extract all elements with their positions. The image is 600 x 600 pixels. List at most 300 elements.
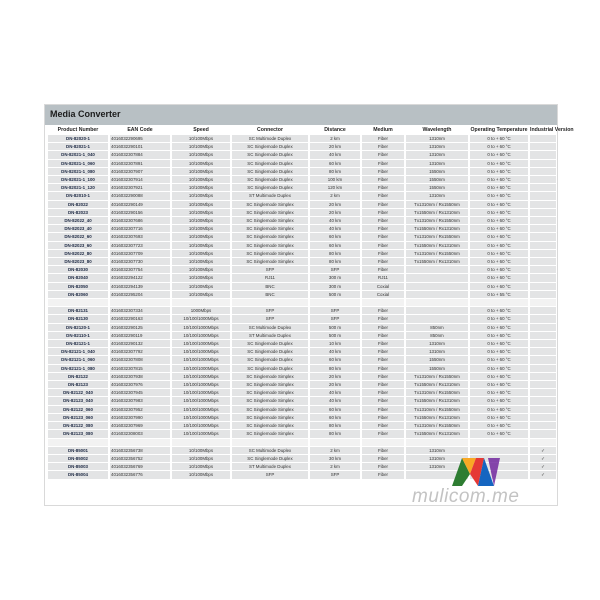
product-number-cell: DN-82130 <box>48 315 108 322</box>
table-cell: SC Singlemode Duplex <box>232 340 308 347</box>
table-cell <box>172 299 230 306</box>
table-cell: Tx1310nm / Rx1550nm <box>406 422 468 429</box>
media-converter-table <box>46 125 574 480</box>
table-cell <box>406 283 468 290</box>
table-cell: 10/100Mbps <box>172 135 230 142</box>
table-cell: 10 km <box>310 340 360 347</box>
table-cell: 60 km <box>310 160 360 167</box>
table-cell: 60 km <box>310 242 360 249</box>
table-cell: 0 to + 60 °C <box>470 332 528 339</box>
ean-cell: 4016032307907 <box>110 168 170 175</box>
table-cell: Tx1310nm / Rx1550nm <box>406 406 468 413</box>
table-cell <box>530 160 556 167</box>
table-cell: Fiber <box>362 151 404 158</box>
table-cell: 10/100Mbps <box>172 447 230 454</box>
ean-cell: 4016032307969 <box>110 422 170 429</box>
table-cell: 0 to + 60 °C <box>470 324 528 331</box>
table-cell <box>530 291 556 298</box>
table-cell <box>530 439 556 446</box>
table-cell <box>530 176 556 183</box>
table-cell <box>406 291 468 298</box>
table-cell <box>406 266 468 273</box>
table-cell: 20 km <box>310 209 360 216</box>
ean-cell: 4016032307976 <box>110 381 170 388</box>
product-number-cell: DN-85003 <box>48 463 108 470</box>
table-cell <box>530 250 556 257</box>
table-cell: Fiber <box>362 184 404 191</box>
table-cell: Fiber <box>362 471 404 478</box>
table-cell: 10/100/1000Mbps <box>172 422 230 429</box>
table-cell: 0 to + 60 °C <box>470 340 528 347</box>
product-number-cell: DN-82110-1 <box>48 332 108 339</box>
table-cell: 100 km <box>310 176 360 183</box>
table-cell: Fiber <box>362 397 404 404</box>
table-cell: 10/100Mbps <box>172 266 230 273</box>
table-row <box>48 291 556 298</box>
table-cell: 0 to + 60 °C <box>470 135 528 142</box>
table-cell: ✓ <box>530 447 556 454</box>
table-cell: 40 km <box>310 217 360 224</box>
ean-cell: 4016032356776 <box>110 471 170 478</box>
table-cell: SC Singlemode Duplex <box>232 176 308 183</box>
ean-cell <box>110 439 170 446</box>
table-cell: SC Singlemode Duplex <box>232 143 308 150</box>
product-number-cell: DN-82023_40 <box>48 225 108 232</box>
table-cell: 60 km <box>310 406 360 413</box>
table-cell: BNC <box>232 291 308 298</box>
table-row <box>48 209 556 216</box>
product-number-cell: DN-82021-1_040 <box>48 151 108 158</box>
table-cell: 10/100Mbps <box>172 192 230 199</box>
table-cell: Fiber <box>362 356 404 363</box>
product-number-cell: DN-82040 <box>48 274 108 281</box>
table-cell: 0 to + 60 °C <box>470 315 528 322</box>
table-cell: Fiber <box>362 266 404 273</box>
table-cell <box>530 381 556 388</box>
table-cell: 0 to + 60 °C <box>470 201 528 208</box>
table-row <box>48 160 556 167</box>
table-cell: 0 to + 60 °C <box>470 406 528 413</box>
ean-cell: 4016032307716 <box>110 225 170 232</box>
table-row <box>48 192 556 199</box>
ean-cell <box>110 299 170 306</box>
table-cell: 1550nm <box>406 176 468 183</box>
table-cell: 500 m <box>310 291 360 298</box>
product-number-cell: DN-85002 <box>48 455 108 462</box>
table-cell <box>530 307 556 314</box>
table-cell: 0 to + 60 °C <box>470 192 528 199</box>
table-row <box>48 201 556 208</box>
table-cell: 60 km <box>310 414 360 421</box>
table-cell: Tx1550nm / Rx1310nm <box>406 242 468 249</box>
ean-cell: 4016032290695 <box>110 135 170 142</box>
table-cell: SC Singlemode Simplex <box>232 209 308 216</box>
table-cell: 20 km <box>310 143 360 150</box>
table-cell <box>406 439 468 446</box>
table-row <box>48 143 556 150</box>
table-cell: ST Multimode Duplex <box>232 192 308 199</box>
table-cell: 300 m <box>310 283 360 290</box>
ean-cell: 4016032307693 <box>110 233 170 240</box>
product-number-cell: DN-82023 <box>48 209 108 216</box>
table-cell: 0 to + 60 °C <box>470 176 528 183</box>
table-cell: Tx1550nm / Rx1310nm <box>406 430 468 437</box>
table-cell: 10/100/1000Mbps <box>172 340 230 347</box>
table-cell: SC Singlemode Simplex <box>232 422 308 429</box>
table-cell: 40 km <box>310 397 360 404</box>
table-cell: 10/100/1000Mbps <box>172 406 230 413</box>
table-cell: SFP <box>232 471 308 478</box>
table-cell: 1310nm <box>406 135 468 142</box>
table-cell: Fiber <box>362 324 404 331</box>
table-cell: 1550nm <box>406 168 468 175</box>
table-cell <box>530 340 556 347</box>
table-cell: Fiber <box>362 209 404 216</box>
table-cell <box>530 348 556 355</box>
product-number-cell: DN-82131 <box>48 307 108 314</box>
table-row <box>48 258 556 265</box>
product-number-cell: DN-82020-1 <box>48 135 108 142</box>
product-number-cell <box>48 299 108 306</box>
table-row <box>48 332 556 339</box>
table-cell <box>232 299 308 306</box>
product-number-cell: DN-82010-1 <box>48 192 108 199</box>
table-cell: Fiber <box>362 192 404 199</box>
table-cell <box>530 233 556 240</box>
ean-cell: 4016032290101 <box>110 143 170 150</box>
table-cell: ✓ <box>530 471 556 478</box>
table-cell: 0 to + 60 °C <box>470 266 528 273</box>
table-cell: Tx1310nm / Rx1550nm <box>406 233 468 240</box>
table-cell: 80 km <box>310 430 360 437</box>
ean-cell: 4016032307921 <box>110 184 170 191</box>
ean-cell: 4016032290163 <box>110 315 170 322</box>
column-header: Product Number <box>57 127 99 133</box>
product-number-cell: DN-82122_040 <box>48 389 108 396</box>
ean-cell: 4016032356769 <box>110 463 170 470</box>
product-number-cell: DN-82021-1 <box>48 143 108 150</box>
table-row <box>48 389 556 396</box>
table-cell: 10/100/1000Mbps <box>172 373 230 380</box>
table-cell <box>530 324 556 331</box>
ean-cell: 4016032307990 <box>110 414 170 421</box>
table-cell: 10/100Mbps <box>172 283 230 290</box>
ean-cell: 4016032290119 <box>110 332 170 339</box>
table-cell: Fiber <box>362 160 404 167</box>
product-number-cell: DN-85004 <box>48 471 108 478</box>
table-cell: 1310nm <box>406 455 468 462</box>
ean-cell: 4016032356752 <box>110 455 170 462</box>
table-row <box>48 274 556 281</box>
table-cell: SFP <box>310 315 360 322</box>
table-cell: Fiber <box>362 381 404 388</box>
table-cell: 0 to + 60 °C <box>470 397 528 404</box>
product-number-cell: DN-85001 <box>48 447 108 454</box>
table-cell: SFP <box>232 266 308 273</box>
table-cell: 0 to + 60 °C <box>470 307 528 314</box>
table-cell: Tx1550nm / Rx1310nm <box>406 258 468 265</box>
table-cell: 0 to + 60 °C <box>470 217 528 224</box>
product-number-cell: DN-82122_060 <box>48 406 108 413</box>
table-cell: 20 km <box>310 381 360 388</box>
table-cell <box>530 184 556 191</box>
table-cell: 0 to + 60 °C <box>470 242 528 249</box>
table-cell: SC Singlemode Duplex <box>232 356 308 363</box>
table-cell <box>310 439 360 446</box>
table-cell: SC Singlemode Simplex <box>232 414 308 421</box>
ean-cell: 4016032307808 <box>110 356 170 363</box>
table-cell: 1310nm <box>406 447 468 454</box>
table-cell: Fiber <box>362 340 404 347</box>
table-cell <box>530 356 556 363</box>
column-header: Industrial Version <box>530 127 574 133</box>
table-row <box>48 217 556 224</box>
product-number-cell: DN-82123_060 <box>48 414 108 421</box>
product-number-cell: DN-82021-1_100 <box>48 176 108 183</box>
ean-cell: 4016032307723 <box>110 242 170 249</box>
table-cell: SFP <box>232 315 308 322</box>
table-row <box>48 283 556 290</box>
table-cell: SC Singlemode Simplex <box>232 233 308 240</box>
product-number-cell: DN-82123_040 <box>48 397 108 404</box>
product-number-cell: DN-82022_80 <box>48 250 108 257</box>
table-cell: SC Multimode Duplex <box>232 324 308 331</box>
table-cell: 0 to + 60 °C <box>470 414 528 421</box>
table-cell: 60 km <box>310 356 360 363</box>
table-cell: 10/100Mbps <box>172 209 230 216</box>
ean-cell: 4016032307730 <box>110 258 170 265</box>
ean-cell: 4016032307945 <box>110 389 170 396</box>
ean-cell: 4016032307938 <box>110 373 170 380</box>
table-cell <box>406 299 468 306</box>
title-bar <box>45 105 557 125</box>
table-cell: SC Singlemode Simplex <box>232 258 308 265</box>
product-number-cell <box>48 439 108 446</box>
table-cell: 10/100/1000Mbps <box>172 348 230 355</box>
table-cell: 10/100Mbps <box>172 217 230 224</box>
ean-cell: 4016032307952 <box>110 406 170 413</box>
table-cell: 300 m <box>310 274 360 281</box>
table-cell: 10/100Mbps <box>172 455 230 462</box>
table-cell: 850nm <box>406 332 468 339</box>
table-cell: Tx1550nm / Rx1310nm <box>406 397 468 404</box>
ean-cell: 4016032356738 <box>110 447 170 454</box>
table-cell: 10/100Mbps <box>172 151 230 158</box>
table-cell: 0 to + 60 °C <box>470 209 528 216</box>
table-cell: 0 to + 60 °C <box>470 381 528 388</box>
table-cell: Fiber <box>362 201 404 208</box>
table-cell: SC Singlemode Simplex <box>232 225 308 232</box>
ean-cell: 4016032307686 <box>110 217 170 224</box>
watermark-text: mulicom.me <box>412 486 520 507</box>
table-cell: 10/100Mbps <box>172 250 230 257</box>
table-cell: 0 to + 60 °C <box>470 225 528 232</box>
product-number-cell: DN-82021-1_080 <box>48 168 108 175</box>
table-cell: SC Singlemode Duplex <box>232 168 308 175</box>
table-row <box>48 414 556 421</box>
table-cell: SC Singlemode Simplex <box>232 430 308 437</box>
table-cell: 20 km <box>310 201 360 208</box>
table-cell: 10/100/1000Mbps <box>172 397 230 404</box>
table-cell: BNC <box>232 283 308 290</box>
table-cell: 10/100/1000Mbps <box>172 389 230 396</box>
ean-cell: 4016032308003 <box>110 430 170 437</box>
table-cell <box>362 299 404 306</box>
table-cell: 1000Mbps <box>172 307 230 314</box>
table-cell: SFP <box>232 307 308 314</box>
table-cell <box>530 283 556 290</box>
table-cell: Tx1310nm / Rx1550nm <box>406 201 468 208</box>
table-cell: Fiber <box>362 348 404 355</box>
table-row <box>48 299 556 306</box>
product-number-cell: DN-82022 <box>48 201 108 208</box>
table-cell: 10/100Mbps <box>172 225 230 232</box>
table-cell: 10/100Mbps <box>172 201 230 208</box>
table-header-row <box>48 126 556 134</box>
table-cell: SFP <box>310 471 360 478</box>
table-cell: SC Singlemode Duplex <box>232 455 308 462</box>
table-cell: 10/100Mbps <box>172 258 230 265</box>
table-cell: 10/100Mbps <box>172 160 230 167</box>
product-number-cell: DN-82022_60 <box>48 233 108 240</box>
table-cell: 40 km <box>310 151 360 158</box>
table-cell <box>406 307 468 314</box>
table-cell <box>530 192 556 199</box>
ean-cell: 4016032307983 <box>110 397 170 404</box>
table-cell <box>406 315 468 322</box>
table-cell: SC Singlemode Duplex <box>232 365 308 372</box>
table-row <box>48 250 556 257</box>
product-number-cell: DN-82120-1 <box>48 324 108 331</box>
table-row <box>48 324 556 331</box>
column-header: Connector <box>257 127 283 133</box>
table-cell: ST Multimode Duplex <box>232 463 308 470</box>
table-cell <box>530 373 556 380</box>
table-cell: 500 m <box>310 324 360 331</box>
table-row <box>48 168 556 175</box>
product-number-cell: DN-82021-1_120 <box>48 184 108 191</box>
table-cell: SC Singlemode Duplex <box>232 151 308 158</box>
table-cell: 30 km <box>310 455 360 462</box>
table-cell: RJ11 <box>232 274 308 281</box>
table-cell: 2 km <box>310 192 360 199</box>
table-cell <box>362 439 404 446</box>
table-cell: Fiber <box>362 307 404 314</box>
table-cell: 80 km <box>310 365 360 372</box>
table-cell: 10/100Mbps <box>172 274 230 281</box>
product-number-cell: DN-82030 <box>48 266 108 273</box>
ean-cell: 4016032295204 <box>110 291 170 298</box>
table-row <box>48 233 556 240</box>
table-cell: 0 to + 60 °C <box>470 258 528 265</box>
table-cell: 10/100Mbps <box>172 291 230 298</box>
column-header: Wavelength <box>422 127 452 133</box>
table-cell: Fiber <box>362 389 404 396</box>
product-number-cell: DN-82121-1_080 <box>48 365 108 372</box>
table-cell <box>530 143 556 150</box>
table-cell: SC Singlemode Simplex <box>232 389 308 396</box>
table-cell <box>530 332 556 339</box>
table-cell: 0 to + 60 °C <box>470 274 528 281</box>
table-cell: 0 to + 60 °C <box>470 422 528 429</box>
table-cell: 10/100/1000Mbps <box>172 356 230 363</box>
table-cell: Fiber <box>362 463 404 470</box>
column-header: Medium <box>373 127 393 133</box>
table-cell <box>530 365 556 372</box>
table-cell: Coxial <box>362 291 404 298</box>
table-cell: Fiber <box>362 365 404 372</box>
table-cell <box>530 422 556 429</box>
table-cell: SC Singlemode Simplex <box>232 406 308 413</box>
table-cell <box>470 299 528 306</box>
table-cell: 0 to + 60 °C <box>470 250 528 257</box>
table-cell: SC Multimode Duplex <box>232 135 308 142</box>
table-cell: 10/100/1000Mbps <box>172 414 230 421</box>
table-cell: 1310nm <box>406 160 468 167</box>
table-cell: Tx1550nm / Rx1310nm <box>406 225 468 232</box>
ean-cell: 4016032290125 <box>110 324 170 331</box>
table-cell: 80 km <box>310 168 360 175</box>
table-cell: 40 km <box>310 389 360 396</box>
table-cell: 10/100Mbps <box>172 143 230 150</box>
table-cell: SFP <box>310 266 360 273</box>
table-cell: 0 to + 60 °C <box>470 160 528 167</box>
table-cell: Fiber <box>362 217 404 224</box>
table-cell <box>530 217 556 224</box>
table-cell: RJ11 <box>362 274 404 281</box>
table-cell: Fiber <box>362 422 404 429</box>
table-cell <box>530 258 556 265</box>
product-sheet <box>44 104 574 506</box>
table-cell <box>530 225 556 232</box>
table-cell: Fiber <box>362 168 404 175</box>
table-cell: Fiber <box>362 258 404 265</box>
table-row <box>48 365 556 372</box>
table-cell: 10/100Mbps <box>172 176 230 183</box>
product-number-cell: DN-82121-1_060 <box>48 356 108 363</box>
table-cell: 0 to + 60 °C <box>470 283 528 290</box>
table-cell: ✓ <box>530 463 556 470</box>
table-cell: Coxial <box>362 283 404 290</box>
table-cell <box>530 242 556 249</box>
table-cell: 0 to + 55 °C <box>470 291 528 298</box>
ean-cell: 4016032307754 <box>110 266 170 273</box>
ean-cell: 4016032307884 <box>110 151 170 158</box>
table-row <box>48 381 556 388</box>
page-title: Media Converter <box>50 109 121 119</box>
table-cell: Fiber <box>362 332 404 339</box>
table-cell: Fiber <box>362 176 404 183</box>
table-cell: 10/100Mbps <box>172 463 230 470</box>
ean-cell: 4016032294122 <box>110 274 170 281</box>
table-cell: 40 km <box>310 225 360 232</box>
table-cell: 40 km <box>310 348 360 355</box>
column-header: Speed <box>193 127 209 133</box>
table-cell: 1310nm <box>406 463 468 470</box>
table-row <box>48 348 556 355</box>
table-cell: SC Singlemode Duplex <box>232 348 308 355</box>
product-number-cell: DN-82023_60 <box>48 242 108 249</box>
ean-cell: 4016032294139 <box>110 283 170 290</box>
table-row <box>48 397 556 404</box>
table-cell: 10/100/1000Mbps <box>172 430 230 437</box>
table-cell: ✓ <box>530 455 556 462</box>
ean-cell: 4016032290149 <box>110 201 170 208</box>
ean-cell: 4016032290156 <box>110 209 170 216</box>
table-cell <box>530 397 556 404</box>
table-cell: 0 to + 60 °C <box>470 348 528 355</box>
table-row <box>48 135 556 142</box>
